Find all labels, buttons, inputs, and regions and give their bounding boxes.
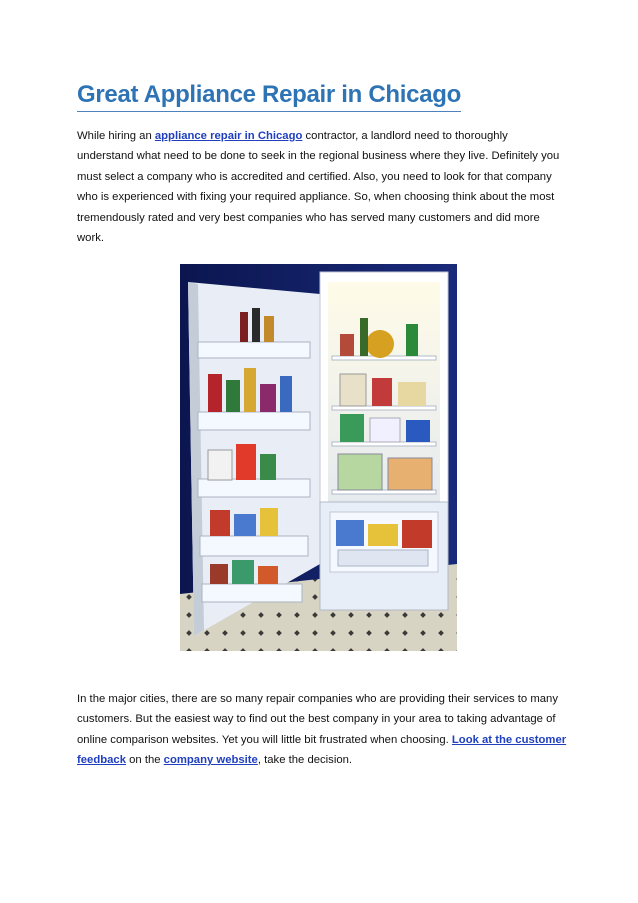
comparison-middle-text: on the bbox=[125, 754, 164, 767]
company-website-link[interactable]: company website bbox=[163, 754, 258, 767]
intro-text-start: While hiring an bbox=[77, 130, 155, 142]
comparison-paragraph bbox=[77, 689, 567, 771]
comparison-text: In the major cities, there are so many repair companies who are providing their services to many customers. But the easiest way to find out the best company in your area to taking advantage of online comparison websites. Yet you will little bit frustrated when choosing. bbox=[77, 693, 558, 746]
intro-paragraph bbox=[77, 126, 567, 248]
customer-feedback-link[interactable]: Look at the customer feedback bbox=[77, 733, 567, 767]
appliance-repair-link[interactable]: appliance repair in Chicago bbox=[154, 130, 303, 142]
page-title: Great Appliance Repair in Chicago bbox=[77, 80, 461, 112]
comparison-end-text: , take the decision. bbox=[257, 754, 353, 767]
intro-text-end: contractor, a landlord need to thoroughly understand what need to be done to seek in the regional business where they live. Definitely you must select a company who is accredited and certified. Also, you need to look for that company who is experienced with fixing your required appliance. So, when choosing think about the most tremendously rated and very best companies who has served many customers and did more work. bbox=[77, 130, 560, 245]
open-refrigerator-photo bbox=[180, 264, 457, 651]
